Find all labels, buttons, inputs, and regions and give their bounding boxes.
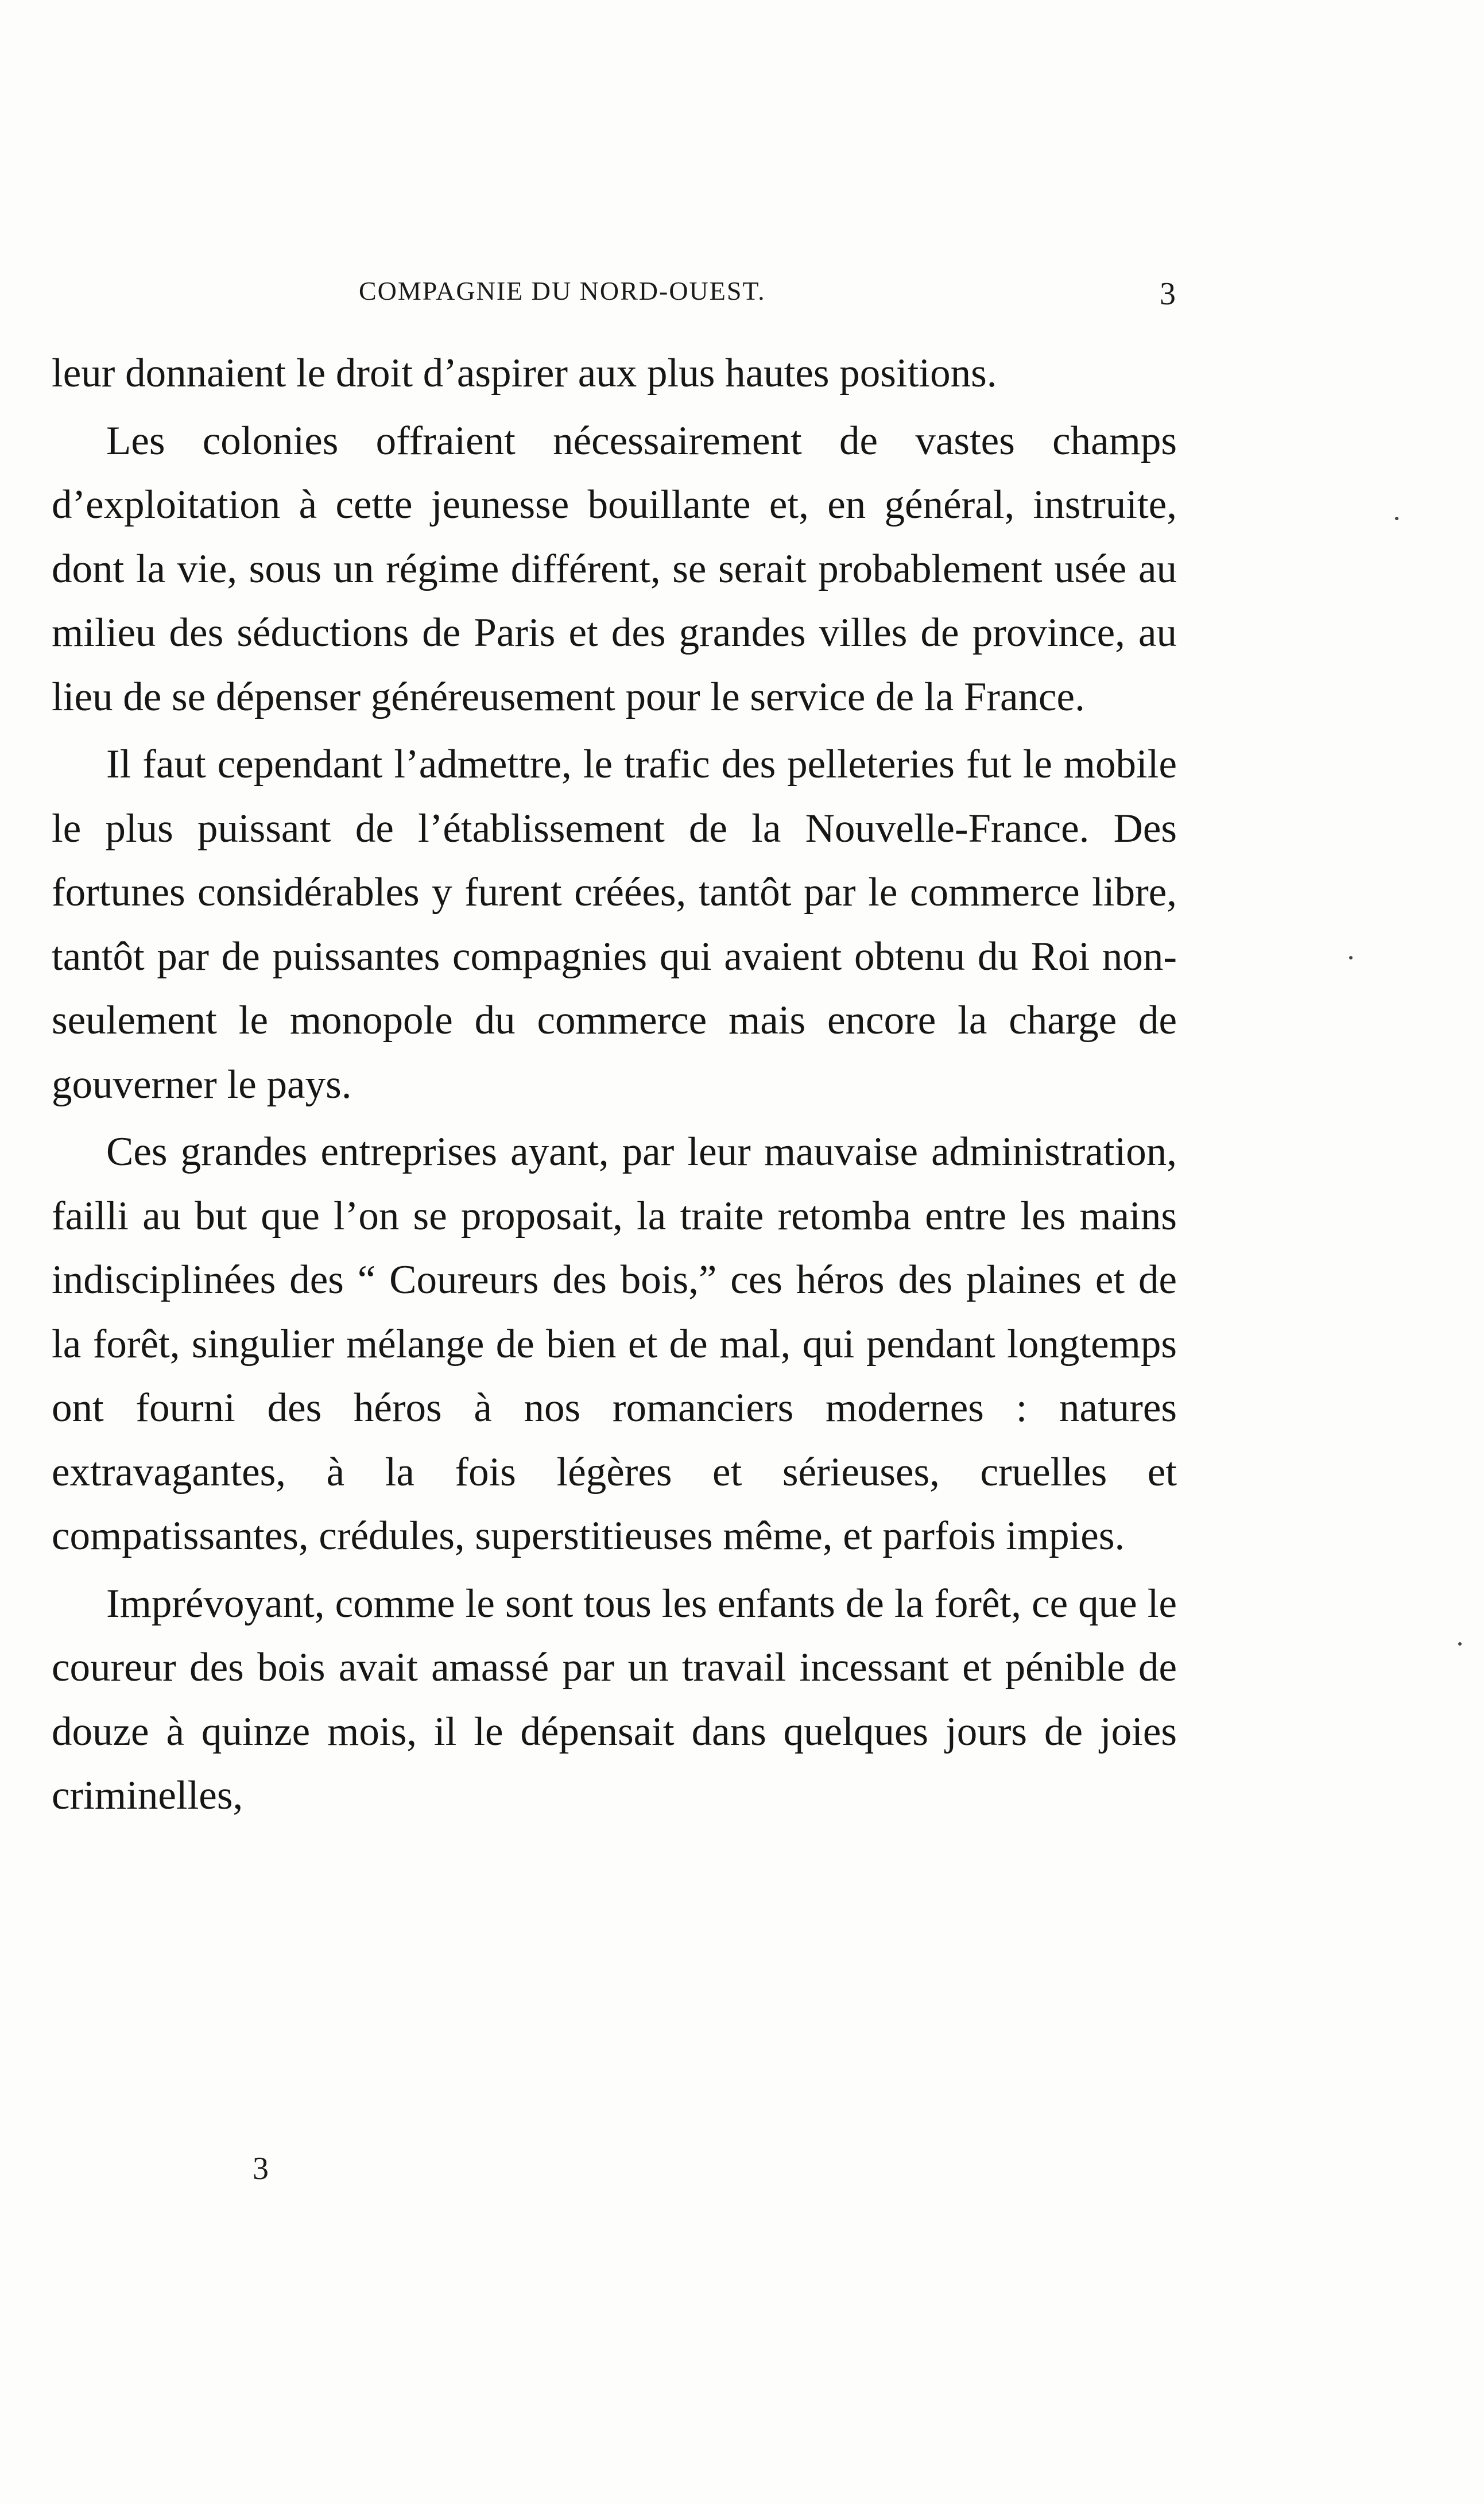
paragraph: Il faut cependant l’admettre, le trafic des pelleteries fut le mobile le plus puissant de l’établissement de la Nouvelle-France. Des fortunes considérables y furent créées, tantôt par le commerce libre, tantôt par de puissantes compagnies qui avaient obtenu du Roi non-seulement le monopole du commerce mais encore la charge de gouverner le pays. <box>52 742 1177 1107</box>
page-header <box>52 270 1177 316</box>
ink-speck <box>1458 1642 1462 1646</box>
paragraph: Les colonies offraient nécessairement de vastes champs d’exploitation à cette jeunesse bouillante et, en général, instruite, dont la vie, sous un régime différent, se serait probablement usée au milieu des séductions de Paris et des grandes villes de province, au lieu de se dépenser généreusement pour le service de la France. <box>52 418 1177 719</box>
paragraph: Imprévoyant, comme le sont tous les enfants de la forêt, ce que le coureur des bois avait amassé par un travail incessant et pénible de douze à quinze mois, il le dépensait dans quelques jours de joies criminelles, <box>52 1581 1177 1818</box>
paragraph: Ces grandes entreprises ayant, par leur mauvaise administration, failli au but que l’on se proposait, la traite retomba entre les mains indisciplinées des “ Coureurs des bois,” ces héros des plaines et de la forêt, singulier mélange de bien et de mal, qui pendant longtemps ont fourni des héros à nos romanciers modernes : natures extravagantes, à la fois légères et sérieuses, cruelles et compatissantes, crédules, superstitieuses même, et parfois impies. <box>52 1129 1177 1558</box>
running-title: COMPAGNIE DU NORD-OUEST. <box>359 276 766 305</box>
body-text <box>52 342 1177 1828</box>
paragraph-continuation: leur donnaient le droit d’aspirer aux plus hautes positions. <box>52 351 997 396</box>
ink-speck <box>1395 517 1398 520</box>
ink-speck <box>1349 956 1353 959</box>
signature-mark: 3 <box>253 2151 269 2186</box>
page-number: 3 <box>1160 276 1177 312</box>
